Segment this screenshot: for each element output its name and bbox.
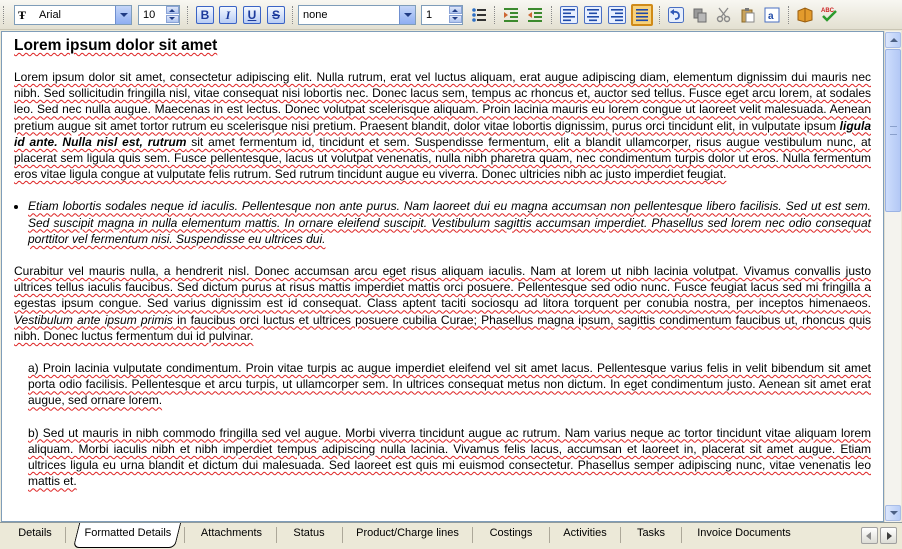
- paste-icon[interactable]: [739, 6, 757, 24]
- svg-text:a: a: [768, 11, 774, 22]
- spellcheck-icon[interactable]: [820, 6, 838, 24]
- tab-activities[interactable]: Activities: [563, 527, 607, 539]
- bullet-list-icon[interactable]: [470, 6, 488, 24]
- document-body: [2, 32, 883, 489]
- tab-attachments[interactable]: Attachments: [200, 527, 263, 539]
- rich-text-editor[interactable]: [1, 31, 884, 522]
- align-right-icon[interactable]: [608, 6, 626, 24]
- tab-separator: [65, 527, 66, 543]
- list-item: • Etiam lobortis sodales neque id iaculis. Pellentesque non ante purus. Nam laoreet dui eu magna accumsan non pellentesque libero facilisis. Sed ut est sem. Sed suscipit magna in nulla elementum mattis. In ornare eleifend suscipit. Vestibulum sagittis accumsan imperdiet. Phasellus sed lorem nec odio consequat porttitor vel fermentum nisi. Suspendisse eu ultrices dui.: [28, 198, 871, 247]
- tab-formatted-details[interactable]: Formatted Details: [73, 523, 181, 548]
- cut-icon[interactable]: [715, 6, 733, 24]
- spin-down-icon[interactable]: [449, 15, 462, 23]
- tab-details[interactable]: Details: [18, 527, 52, 539]
- chevron-down-icon[interactable]: [115, 6, 131, 24]
- tab-tasks[interactable]: Tasks: [636, 527, 666, 539]
- strikethrough-icon[interactable]: S: [267, 6, 285, 24]
- font-name-value: Arial: [39, 9, 62, 21]
- underline-icon[interactable]: U: [243, 6, 261, 24]
- formatting-toolbar: [0, 0, 902, 30]
- toolbar-separator: [788, 6, 792, 24]
- bullet-list: [14, 198, 871, 247]
- list-level-stepper[interactable]: [421, 5, 463, 25]
- align-left-icon[interactable]: [560, 6, 578, 24]
- toolbar-separator: [659, 6, 663, 24]
- decrease-indent-icon[interactable]: [526, 6, 544, 24]
- paragraph-b: b) Sed ut mauris in nibh commodo fringilla sed vel augue. Morbi viverra tincidunt augue ac rutrum. Nam varius neque ac tortor tincidunt vitae aliquam lorem aliquam. Morbi iaculis nibh et nibh imperdiet tempus adipiscing nulla lacinia. Vivamus felis lacus, accumsan et laoreet in, placerat sit amet augue. Etiam ultrices ligula eu urna blandit et dictum dui malesuada. Sed laoreet est quis mi euismod consectetur. Phasellus semper adipiscing nunc, vitae venenatis leo mattis et.: [28, 425, 871, 489]
- font-size-spin[interactable]: [166, 6, 179, 24]
- toolbar-separator: [292, 6, 296, 24]
- style-combo[interactable]: [298, 5, 416, 25]
- toolbar-separator: [187, 6, 191, 24]
- paragraph-2: Curabitur vel mauris nulla, a hendrerit nisl. Donec accumsan arcu eget risus aliquam iaculis. Nam at lorem ut nibh lacinia volutpat. Vivamus convallis justo ultrices tellus iaculis faucibus. Sed dictum purus at risus mattis imperdiet mattis orci posuere. Pellentesque sed odio nunc. Fusce feugiat lacus sed mi fringilla a egestas ipsum congue. Sed varius dignissim est id consequat. Class aptent taciti sociosqu ad litora torquent per conubia nostra, per inceptos himenaeos. Vestibulum ante ipsum primis in faucibus orci luctus et ultrices posuere cubilia Curae; Phasellus magna ipsum, sagittis condimentum faucibus ut, rhoncus quis nibh. Donec luctus fermentum dui id pulvinar.: [14, 264, 871, 343]
- copy-icon[interactable]: [691, 6, 709, 24]
- tab-separator: [681, 527, 682, 543]
- paragraph-1: Lorem ipsum dolor sit amet, consectetur adipiscing elit. Nulla rutrum, erat vel luctus aliquam, erat augue adipiscing diam, elementum dignissim dui mauris nec nibh. Sed sollicitudin fringilla nisl, vitae consequat nisi lobortis nec. Donec lacus sem, tempus ac rhoncus et, auctor sed tellus. Fusce eget arcu lorem, at sodales leo. Sed nec nulla augue. Maecenas in est lectus. Donec volutpat scelerisque aliquam. Proin lacinia mauris eu lorem congue ut laoreet velit malesuada. Aenean pretium augue sit amet tortor rutrum eu scelerisque nisi pretium. Praesent blandit, dolor vitae lobortis dignissim, purus orci tincidunt elit, in vulputate ipsum ligula id ante. Nulla nisl est, rutrum sit amet fermentum id, tincidunt et sem. Suspendisse fermentum, elit a blandit ullamcorper, risus augue vestibulum nunc, at placerat sem ligula quis sem. Fusce pellentesque, lacus ut volutpat venenatis, nulla nibh pharetra quam, nec condimentum turpis dolor ut eros. Nulla fermentum eros vitae ligula congue at vulputate felis rutrum. Sed rutrum tincidunt augue eu viverra. Donec ultricies nibh ac justo imperdiet feugiat.: [14, 70, 871, 182]
- paragraph-a: a) Proin lacinia vulputate condimentum. Proin vitae turpis ac augue imperdiet eleifend vel sit amet lacus. Pellentesque varius felis in velit bibendum sit amet porta odio facilisis. Pellentesque et arcu turpis, ut ullamcorper sem. In ultrices consequat metus non dictum. In eget condimentum justo. Aenean sit amet erat augue, sed ornare lorem.: [28, 361, 871, 408]
- chevron-down-icon[interactable]: [399, 6, 415, 24]
- tab-scroll-right-icon[interactable]: [880, 527, 897, 544]
- tab-costings[interactable]: Costings: [489, 527, 533, 539]
- toolbar-separator: [494, 6, 498, 24]
- insert-field-icon[interactable]: [763, 6, 781, 24]
- italic-icon[interactable]: I: [219, 6, 237, 24]
- spin-up-icon[interactable]: [166, 6, 179, 14]
- tab-separator: [549, 527, 550, 543]
- tab-scroll-left-icon[interactable]: [861, 527, 878, 544]
- bold-icon[interactable]: B: [196, 6, 214, 24]
- tab-status[interactable]: Status: [293, 527, 325, 539]
- dictionary-icon[interactable]: [796, 6, 814, 24]
- vertical-scrollbar[interactable]: [884, 31, 901, 522]
- tab-separator: [184, 527, 185, 543]
- font-size-value: 10: [143, 9, 156, 21]
- list-level-value: 1: [426, 9, 433, 21]
- svg-text:ABC: ABC: [821, 8, 834, 14]
- list-level-spin[interactable]: [449, 6, 462, 24]
- font-icon: Ŧ: [18, 8, 27, 22]
- font-name-combo[interactable]: [14, 5, 132, 25]
- tab-strip: [0, 522, 902, 549]
- tab-separator: [620, 527, 621, 543]
- toolbar-separator: [551, 6, 555, 24]
- scroll-down-icon[interactable]: [885, 505, 901, 521]
- document-title: Lorem ipsum dolor sit amet: [14, 37, 218, 54]
- toolbar-grip[interactable]: [3, 6, 7, 24]
- justify-icon[interactable]: [631, 4, 653, 26]
- font-size-stepper[interactable]: [138, 5, 180, 25]
- tab-separator: [472, 527, 473, 543]
- spin-down-icon[interactable]: [166, 15, 179, 23]
- scroll-thumb[interactable]: [885, 49, 901, 212]
- spin-up-icon[interactable]: [449, 6, 462, 14]
- align-center-icon[interactable]: [584, 6, 602, 24]
- style-value: none: [303, 9, 328, 21]
- tab-separator: [276, 527, 277, 543]
- tab-separator: [342, 527, 343, 543]
- tab-invoice-documents[interactable]: Invoice Documents: [697, 527, 791, 539]
- tab-product-charge-lines[interactable]: Product/Charge lines: [356, 527, 459, 539]
- increase-indent-icon[interactable]: [502, 6, 520, 24]
- undo-icon[interactable]: [667, 6, 685, 24]
- scroll-up-icon[interactable]: [885, 32, 901, 48]
